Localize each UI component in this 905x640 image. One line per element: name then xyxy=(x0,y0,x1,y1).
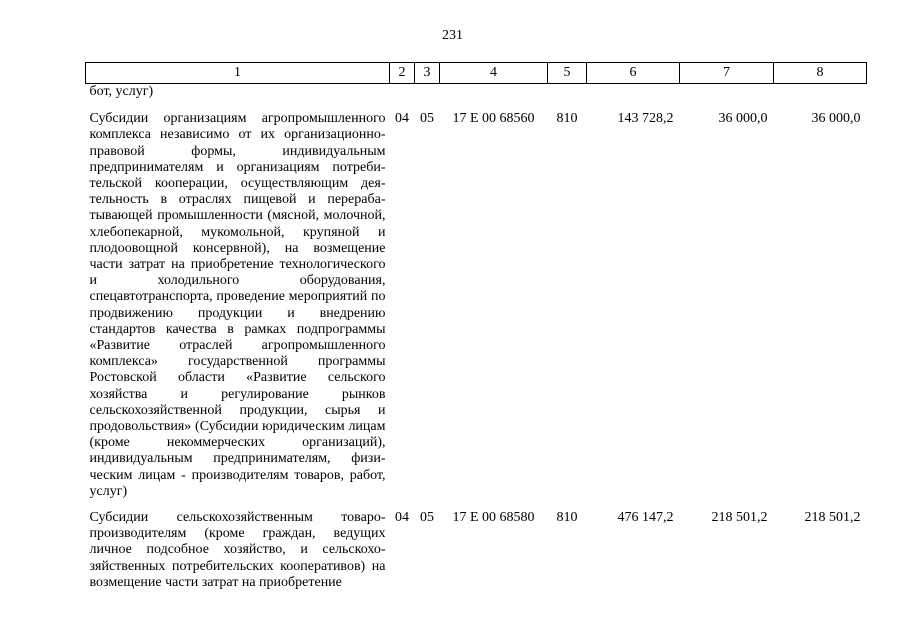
table-row-continuation xyxy=(86,84,867,112)
column-header: 8 xyxy=(774,63,867,84)
row-amount-3: 36 000,0 xyxy=(811,111,861,127)
continuation-text: бот, услуг) xyxy=(89,84,154,99)
row-amount-2: 218 501,2 xyxy=(711,510,768,526)
row-rz: 04 xyxy=(395,510,409,526)
row-vr: 810 xyxy=(556,111,578,127)
column-header: 1 xyxy=(86,63,390,84)
column-header: 4 xyxy=(440,63,548,84)
row-pr: 05 xyxy=(420,510,434,526)
row-amount-2: 36 000,0 xyxy=(718,111,768,127)
row-amount-1: 143 728,2 xyxy=(617,111,674,127)
row-amount-3: 218 501,2 xyxy=(804,510,861,526)
column-header: 7 xyxy=(680,63,774,84)
column-header: 2 xyxy=(390,63,415,84)
table-row xyxy=(86,510,867,601)
row-csr: 17 Е 00 68560 xyxy=(452,111,535,127)
page-number: 231 xyxy=(442,28,463,43)
column-header: 5 xyxy=(548,63,587,84)
table-header-row xyxy=(86,63,867,84)
row-description: Субсидии сельскохозяйственным товаропроизводителям (кроме граждан, ведущих личное подсобное хозяйство, и сельскохозяйственных потребительских кооперативов) на возмещение части затрат на приобретение xyxy=(89,510,386,590)
row-rz: 04 xyxy=(395,111,409,127)
column-header: 6 xyxy=(587,63,680,84)
row-description: Субсидии организациям агропромышленного комплекса независимо от их организационно-правовой формы, индивидуальным предпринимателям и организациям потребительской кооперации, осуществляющим деятельность в отраслях пищевой и перерабатывающей промышленности (мясной, молочной, хлебопекарной, мукомольной, крупяной и плодоовощной консервной), на возмещение части затрат на приобретение технологического и холодильного оборудования, спецавтотранспорта, проведение мероприятий по продвижению продукции и внедрению стандартов качества в рамках подпрограммы «Развитие отраслей агропромышленного комплекса» государственной программы Ростовской области «Развитие сельского хозяйства и регулирование рынков сельскохозяйственной продукции, сырья и продовольствия» (Субсидии юридическим лицам (кроме некоммерческих организаций), индивидуальным предпринимателям, физическим лицам - производителям товаров, работ, услуг) xyxy=(89,111,386,499)
budget-table xyxy=(85,62,867,601)
column-header: 3 xyxy=(415,63,440,84)
row-vr: 810 xyxy=(556,510,578,526)
row-csr: 17 Е 00 68580 xyxy=(452,510,535,526)
table-row xyxy=(86,111,867,510)
row-amount-1: 476 147,2 xyxy=(617,510,674,526)
row-pr: 05 xyxy=(420,111,434,127)
